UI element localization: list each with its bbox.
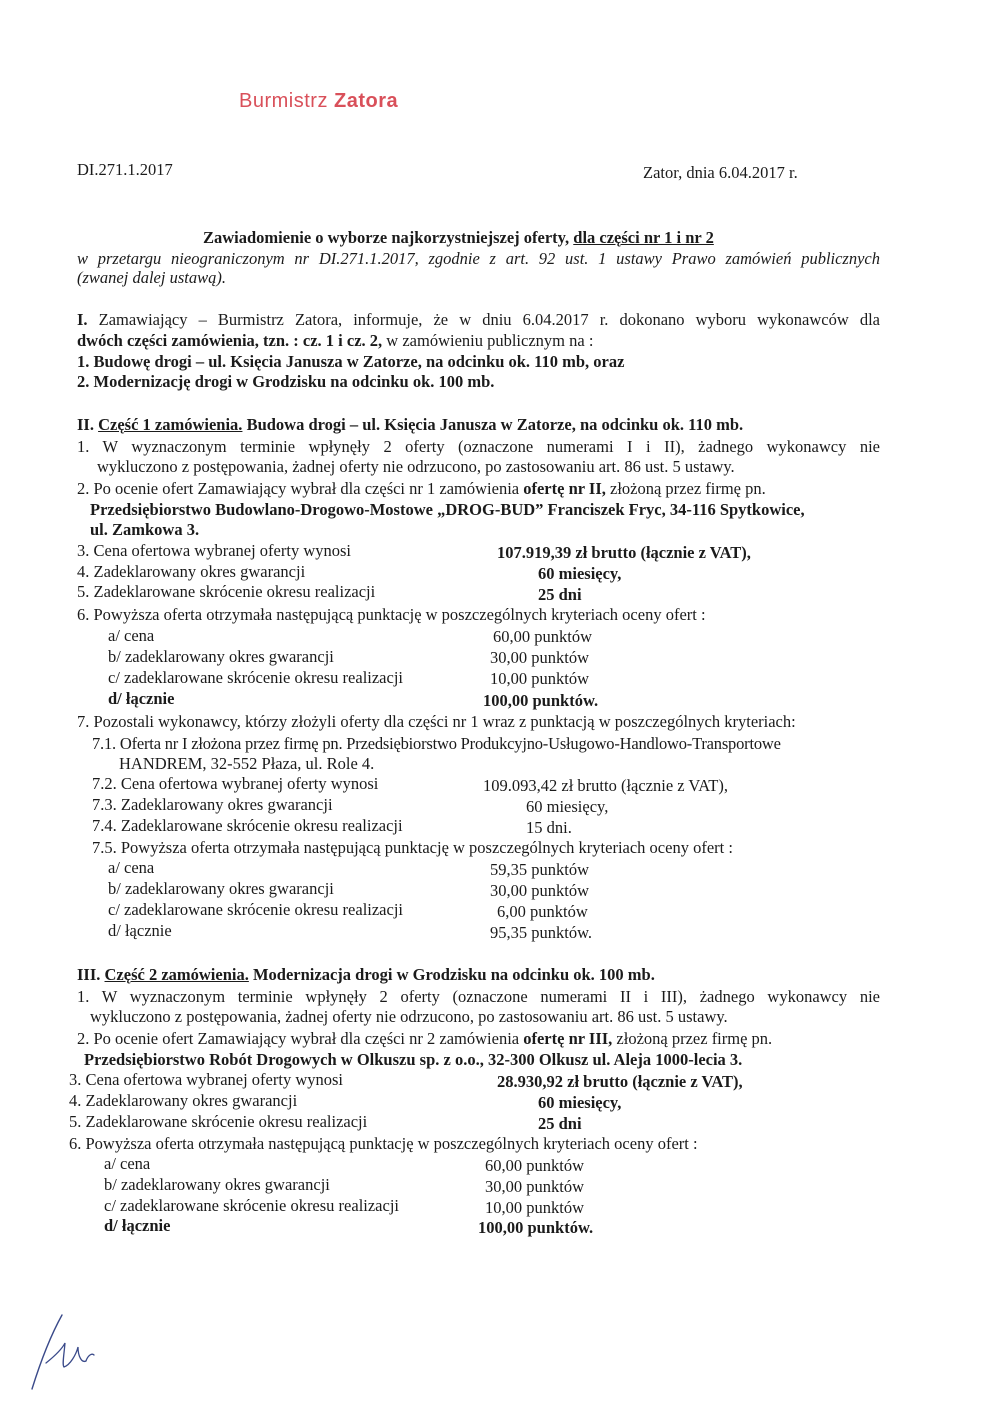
s2-crit-a-label: a/ cena [108,626,155,645]
s2-crit-b-label: b/ zadeklarowany okres gwarancji [108,647,334,666]
s2-offer-1-price-label: 7.2. Cena ofertowa wybranej oferty wynosi [92,774,379,793]
reference-number: DI.271.1.2017 [77,160,173,179]
s2-crit-a-value: 60,00 punktów [493,627,592,646]
s3-crit-a-label: a/ cena [104,1154,151,1173]
s2-offer-1-crit-a-label: a/ cena [108,858,155,877]
section-2-number: II. [77,415,94,434]
s2-offer-1-shortening-value: 15 dni. [526,818,572,837]
s2-price-label: 3. Cena ofertowa wybranej oferty wynosi [77,541,351,560]
s2-offer-1-crit-a-value: 59,35 punktów [490,860,589,879]
s2-shortening-label: 5. Zadeklarowane skrócenie okresu realizacji [77,582,376,601]
s2-crit-total-value: 100,00 punktów. [483,691,599,710]
section-1-parts: dwóch części zamówienia, tzn. : cz. 1 i cz. 2, [77,331,383,350]
section-2-heading [77,415,743,435]
title-sub-line-2: (zwanej dalej ustawą). [77,268,226,287]
s2-warranty-label: 4. Zadeklarowany okres gwarancji [77,562,306,581]
s2-offer-1-firm: 7.1. Oferta nr I złożona przez firmę pn. Przedsiębiorstwo Produkcyjno-Usługowo-Handlowo-Transportowe [92,734,781,753]
s2-offer-1-price-value: 109.093,42 zł brutto (łącznie z VAT), [483,776,729,795]
stamp-word-2: Zatora [334,90,399,112]
s2-crit-c-value: 10,00 punktów [490,669,589,688]
handwritten-signature [22,1305,112,1395]
section-3-heading [77,965,655,985]
s3-warranty-value: 60 miesięcy, [538,1093,622,1112]
section-1-line-1 [77,310,880,330]
s2-selected-offer-number: ofertę nr II, [523,479,606,498]
s2-crit-b-value: 30,00 punktów [490,648,589,667]
s2-selected-offer [77,479,766,499]
s2-offers-received-cont: wykluczono z postępowania, żadnej oferty nie odrzucono, po zastosowaniu art. 86 ust. 5 ustawy. [97,457,735,476]
section-1-line-2 [77,331,593,351]
s3-scoring-intro: 6. Powyższa oferta otrzymała następującą punktację w poszczególnych kryteriach oceny ofert : [69,1134,698,1153]
s3-crit-c-value: 10,00 punktów [485,1198,584,1217]
section-2-part-label: Część 1 zamówienia. [98,415,243,434]
section-1-number: I. [77,310,88,329]
s3-price-value: 28.930,92 zł brutto (łącznie z VAT), [497,1072,743,1091]
s2-offer-1-firm-cont: HANDREM, 32-552 Płaza, ul. Role 4. [119,754,375,773]
section-1-item-1: 1. Budowę drogi – ul. Księcia Janusza w Zatorze, na odcinku ok. 110 mb, oraz [77,352,625,371]
s3-selected-text-end: złożoną przez firmę pn. [616,1029,773,1048]
s3-selected-text: 2. Po ocenie ofert Zamawiający wybrał dla części nr 2 zamówienia [77,1029,520,1048]
s2-offer-1-scoring-intro: 7.5. Powyższa oferta otrzymała następującą punktację w poszczególnych kryteriach oceny ofert : [92,838,733,857]
s2-offer-1-warranty-label: 7.3. Zadeklarowany okres gwarancji [92,795,333,814]
s2-scoring-intro: 6. Powyższa oferta otrzymała następującą punktację w poszczególnych kryteriach oceny ofert : [77,605,706,624]
s3-offers-received: 1. W wyznaczonym terminie wpłynęły 2 oferty (oznaczone numerami II i III), żadnego wykonawcy nie [77,987,880,1006]
s2-warranty-value: 60 miesięcy, [538,564,622,583]
section-3-number: III. [77,965,101,984]
section-3-part-label: Część 2 zamówienia. [104,965,249,984]
s2-offer-1-shortening-label: 7.4. Zadeklarowane skrócenie okresu realizacji [92,816,403,835]
s2-shortening-value: 25 dni [538,585,582,604]
s3-shortening-label: 5. Zadeklarowane skrócenie okresu realizacji [69,1112,368,1131]
s3-crit-c-label: c/ zadeklarowane skrócenie okresu realizacji [104,1196,400,1215]
stamp-word-1: Burmistrz [239,90,328,112]
s3-crit-total-label: d/ łącznie [104,1216,171,1235]
s2-price-value: 107.919,39 zł brutto (łącznie z VAT), [497,543,751,562]
s3-selected-offer [77,1029,772,1049]
s2-offer-1-crit-c-label: c/ zadeklarowane skrócenie okresu realizacji [108,900,404,919]
s2-offers-received: 1. W wyznaczonym terminie wpłynęły 2 oferty (oznaczone numerami I i II), żadnego wykonawcy nie [77,437,880,456]
s2-other-bidders: 7. Pozostali wykonawcy, którzy złożyli oferty dla części nr 1 wraz z punktacją w poszczególnych kryteriach: [77,712,796,731]
s3-shortening-value: 25 dni [538,1114,582,1133]
s2-offer-1-crit-c-value: 6,00 punktów [497,902,588,921]
issuer-stamp [239,90,398,113]
s2-selected-text-end: złożoną przez firmę pn. [610,479,766,498]
s3-crit-b-label: b/ zadeklarowany okres gwarancji [104,1175,330,1194]
s3-price-label: 3. Cena ofertowa wybranej oferty wynosi [69,1070,343,1089]
s2-offer-1-crit-b-label: b/ zadeklarowany okres gwarancji [108,879,334,898]
s2-crit-c-label: c/ zadeklarowane skrócenie okresu realizacji [108,668,404,687]
s3-firm: Przedsiębiorstwo Robót Drogowych w Olkuszu sp. z o.o., 32-300 Olkusz ul. Aleja 1000-lecia 3. [84,1050,743,1069]
s2-offer-1-crit-total-label: d/ łącznie [108,921,172,940]
place-date: Zator, dnia 6.04.2017 r. [643,163,798,182]
section-1-text: Zamawiający – Burmistrz Zatora, informuje, że w dniu 6.04.2017 r. dokonano wyboru wykonawców dla [98,310,880,329]
s3-warranty-label: 4. Zadeklarowany okres gwarancji [69,1091,298,1110]
title-sub-line-1: w przetargu nieograniczonym nr DI.271.1.2017, zgodnie z art. 92 ust. 1 ustawy Prawo zamówień publicznych [77,249,880,268]
s2-offer-1-crit-total-value: 95,35 punktów. [490,923,593,942]
s3-crit-total-value: 100,00 punktów. [478,1218,594,1237]
s2-firm-line-2: ul. Zamkowa 3. [90,520,200,539]
section-1-line-2-text: w zamówieniu publicznym na : [386,331,594,350]
s3-crit-a-value: 60,00 punktów [485,1156,584,1175]
document-title [203,228,714,248]
s2-offer-1-crit-b-value: 30,00 punktów [490,881,589,900]
s3-crit-b-value: 30,00 punktów [485,1177,584,1196]
s3-offers-received-cont: wykluczono z postępowania, żadnej oferty nie odrzucono, po zastosowaniu art. 86 ust. 5 ustawy. [90,1007,728,1026]
s2-selected-text: 2. Po ocenie ofert Zamawiający wybrał dla części nr 1 zamówienia [77,479,520,498]
section-3-part-title: Modernizacja drogi w Grodzisku na odcinku ok. 100 mb. [252,965,655,984]
s2-offer-1-warranty-value: 60 miesięcy, [526,797,609,816]
s3-selected-offer-number: ofertę nr III, [523,1029,613,1048]
title-main: Zawiadomienie o wyborze najkorzystniejszej oferty, [203,228,570,247]
section-1-item-2: 2. Modernizację drogi w Grodzisku na odcinku ok. 100 mb. [77,372,495,391]
section-2-part-title: Budowa drogi – ul. Księcia Janusza w Zatorze, na odcinku ok. 110 mb. [246,415,744,434]
title-parts: dla części nr 1 i nr 2 [573,228,714,247]
s2-crit-total-label: d/ łącznie [108,689,175,708]
s2-firm-line-1: Przedsiębiorstwo Budowlano-Drogowo-Mostowe „DROG-BUD” Franciszek Fryc, 34-116 Spytkowice, [90,500,805,519]
